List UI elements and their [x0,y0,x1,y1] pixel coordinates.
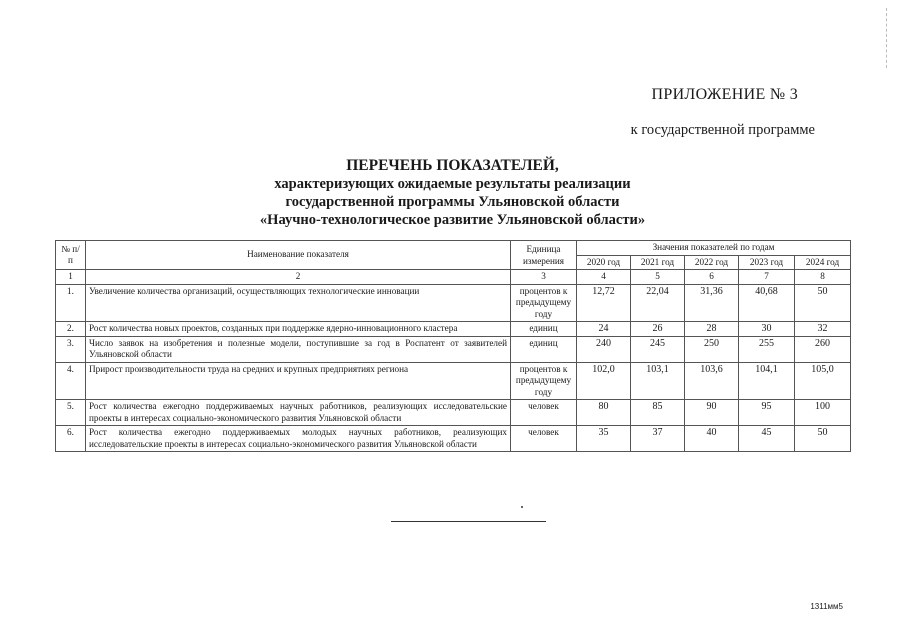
column-numbers-row [56,270,851,285]
header-unit: Единица измерения [511,241,577,270]
column-number: 4 [577,270,631,285]
column-number: 1 [56,270,86,285]
indicator-value: 255 [739,336,795,362]
row-number: 6. [56,426,86,452]
row-number: 2. [56,322,86,337]
row-number: 5. [56,400,86,426]
row-number: 3. [56,336,86,362]
header-row [56,241,851,256]
indicator-value: 250 [685,336,739,362]
indicator-row [56,362,851,400]
indicator-unit: единиц [511,336,577,362]
indicator-value: 240 [577,336,631,362]
header-values-group: Значения показателей по годам [577,241,851,256]
indicator-value: 95 [739,400,795,426]
column-number: 7 [739,270,795,285]
column-number: 2 [86,270,511,285]
scan-dot [521,506,523,508]
indicator-value: 50 [795,426,851,452]
indicator-value: 28 [685,322,739,337]
column-number: 6 [685,270,739,285]
header-year: 2020 год [577,255,631,270]
indicator-value: 35 [577,426,631,452]
closing-line [391,521,546,522]
indicator-row [56,336,851,362]
indicator-value: 22,04 [631,284,685,322]
indicator-name: Прирост производительности труда на средних и крупных предприятиях региона [86,362,511,400]
indicator-value: 90 [685,400,739,426]
header-year: 2024 год [795,255,851,270]
appendix-reference: к государственной программе [630,122,815,138]
indicator-value: 24 [577,322,631,337]
indicator-value: 100 [795,400,851,426]
indicator-value: 103,1 [631,362,685,400]
header-year: 2021 год [631,255,685,270]
indicator-value: 103,6 [685,362,739,400]
title-line-2: характеризующих ожидаемые результаты реализации [274,176,631,192]
indicator-row [56,400,851,426]
indicator-row [56,426,851,452]
title-line-1: ПЕРЕЧЕНЬ ПОКАЗАТЕЛЕЙ, [346,157,559,174]
indicator-name: Увеличение количества организаций, осуществляющих технологические инновации [86,284,511,322]
indicator-value: 37 [631,426,685,452]
indicator-value: 31,36 [685,284,739,322]
indicator-unit: человек [511,400,577,426]
row-number: 4. [56,362,86,400]
indicator-unit: процентов к предыдущему году [511,362,577,400]
indicator-value: 40,68 [739,284,795,322]
indicator-value: 40 [685,426,739,452]
indicator-value: 85 [631,400,685,426]
header-name: Наименование показателя [86,241,511,270]
indicators-table [55,240,851,452]
indicator-value: 104,1 [739,362,795,400]
indicator-name: Рост количества ежегодно поддерживаемых молодых научных работников, реализующих исследовательские проекты в интересах социально-экономического развития Ульяновской области [86,426,511,452]
indicator-name: Число заявок на изобретения и полезные модели, поступившие за год в Роспатент от заявителей Ульяновской области [86,336,511,362]
indicator-value: 30 [739,322,795,337]
indicator-unit: единиц [511,322,577,337]
indicator-value: 50 [795,284,851,322]
row-number: 1. [56,284,86,322]
indicator-row [56,322,851,337]
indicator-row [56,284,851,322]
indicator-value: 45 [739,426,795,452]
document-code: 1311мм5 [810,602,843,611]
indicator-value: 245 [631,336,685,362]
document-title [0,157,905,229]
indicator-unit: процентов к предыдущему году [511,284,577,322]
scan-corner-mark [876,8,887,68]
indicator-value: 105,0 [795,362,851,400]
title-line-4: «Научно-технологическое развитие Ульяновской области» [259,212,646,228]
indicator-value: 80 [577,400,631,426]
indicator-name: Рост количества ежегодно поддерживаемых научных работников, реализующих исследовательские проекты в интересах социально-экономического развития Ульяновской области [86,400,511,426]
title-line-3: государственной программы Ульяновской области [285,194,620,210]
appendix-number: ПРИЛОЖЕНИЕ № 3 [651,86,798,103]
indicator-value: 102,0 [577,362,631,400]
indicator-value: 26 [631,322,685,337]
indicator-value: 32 [795,322,851,337]
column-number: 8 [795,270,851,285]
indicator-unit: человек [511,426,577,452]
column-number: 5 [631,270,685,285]
header-num: № п/п [56,241,86,270]
column-number: 3 [511,270,577,285]
indicator-value: 12,72 [577,284,631,322]
header-year: 2023 год [739,255,795,270]
indicator-value: 260 [795,336,851,362]
header-year: 2022 год [685,255,739,270]
indicator-name: Рост количества новых проектов, созданных при поддержке ядерно-инновационного кластера [86,322,511,337]
